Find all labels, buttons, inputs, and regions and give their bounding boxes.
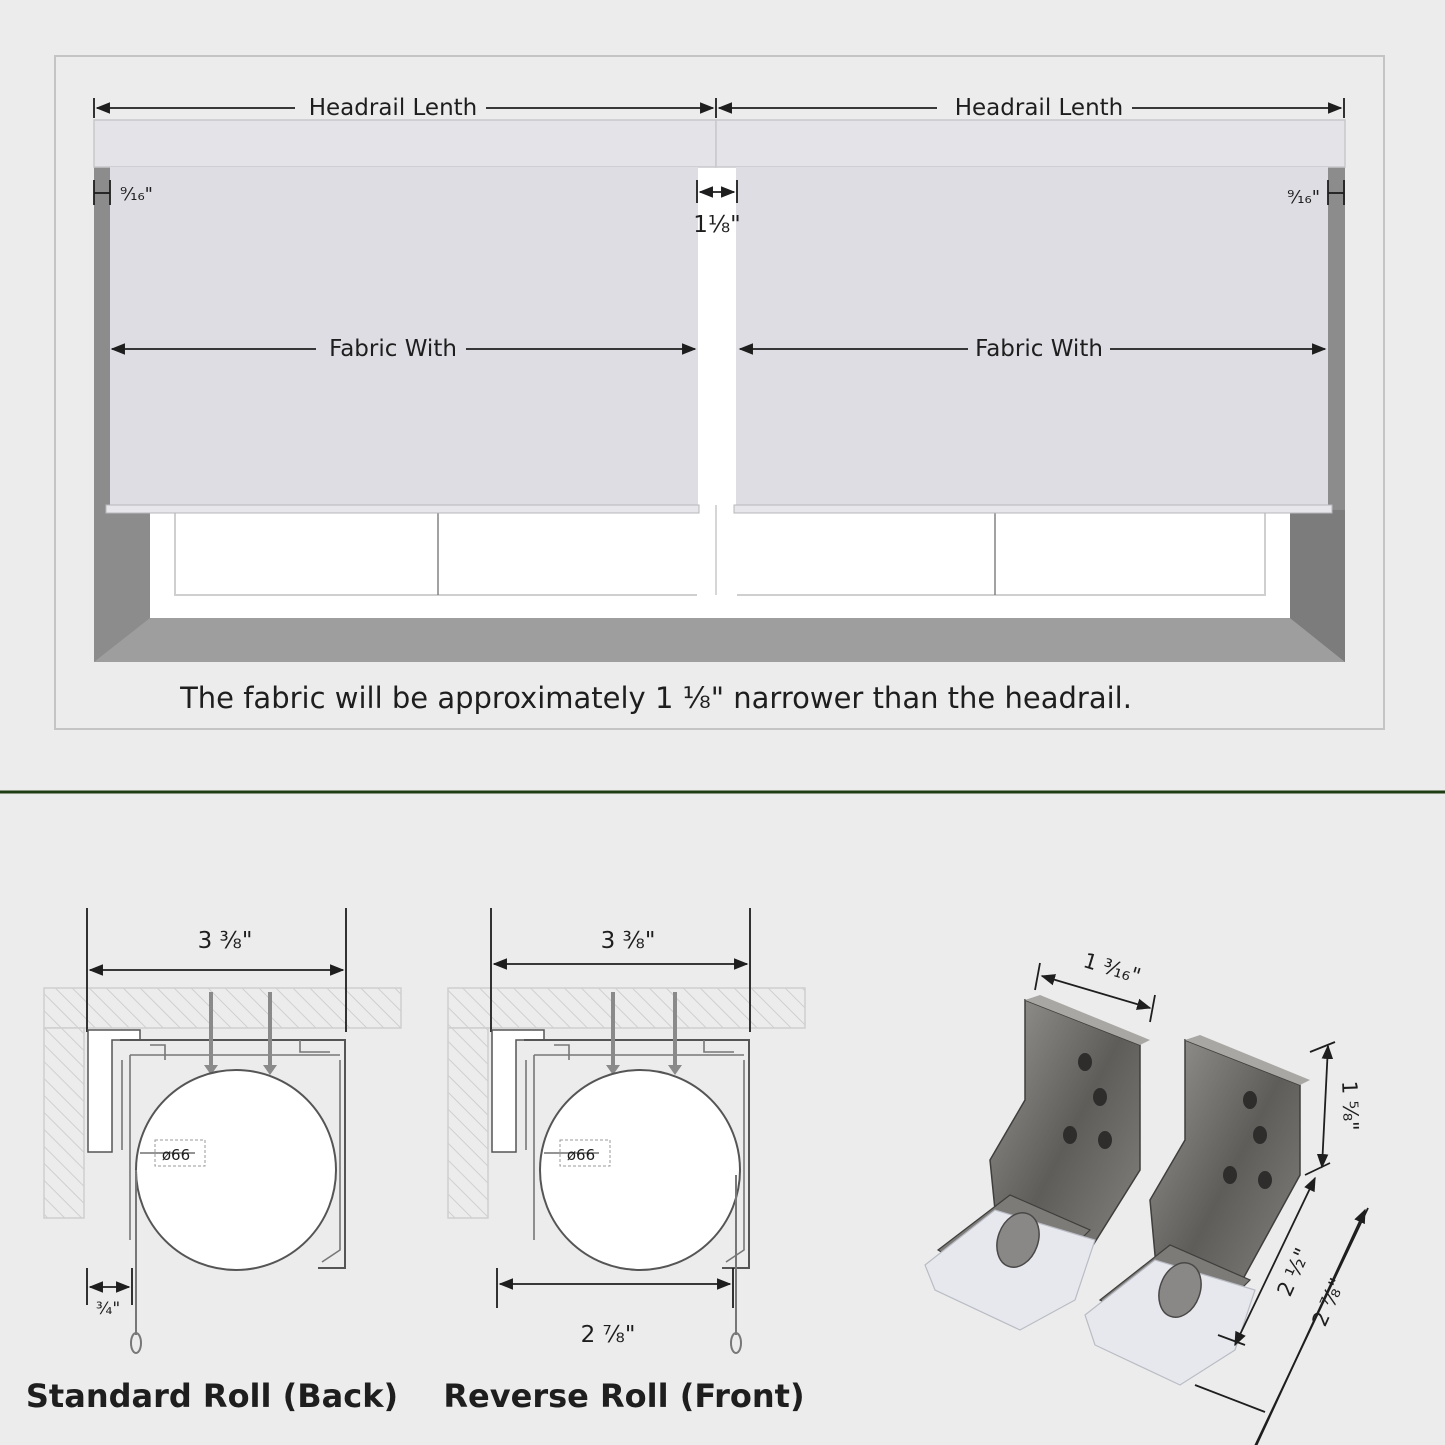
bracket-height-label: 1 ⅝" xyxy=(1337,1080,1363,1132)
standard-diameter-label: ø66 xyxy=(161,1146,191,1164)
reverse-bottom-width-label: 2 ⅞" xyxy=(580,1322,636,1348)
headrail-label-right: Headrail Lenth xyxy=(954,95,1124,121)
reverse-roller xyxy=(540,1070,740,1270)
headrail-right xyxy=(716,120,1345,167)
bottom-bar-left xyxy=(106,505,699,513)
bracket-width-label: 1 ³⁄₁₆" xyxy=(1080,948,1144,989)
standard-width-label: 3 ⅜" xyxy=(197,928,253,954)
reverse-diameter-label: ø66 xyxy=(566,1146,596,1164)
bottom-bar-right xyxy=(734,505,1332,513)
mounting-brackets xyxy=(925,948,1368,1445)
reverse-roll-diagram xyxy=(443,908,805,1415)
standard-roller xyxy=(136,1070,336,1270)
reverse-roll-title: Reverse Roll (Front) xyxy=(443,1377,805,1415)
headrail-label-left: Headrail Lenth xyxy=(308,95,478,121)
fabric-label-left: Fabric With xyxy=(329,336,457,362)
standard-roll-diagram xyxy=(26,908,401,1415)
top-note: The fabric will be approximately 1 ⅛" narrower than the headrail. xyxy=(180,681,1132,715)
recess-bottom xyxy=(94,618,1345,662)
side-gap-left-label: ⁹⁄₁₆" xyxy=(120,184,153,205)
fabric-label-right: Fabric With xyxy=(975,336,1103,362)
standard-roll-title: Standard Roll (Back) xyxy=(25,1377,399,1415)
reverse-width-label: 3 ⅜" xyxy=(600,928,656,954)
bracket-depth-outer-label: 2 ⅞" xyxy=(1307,1274,1350,1330)
bracket-depth-inner-label: 2 ½" xyxy=(1272,1244,1315,1300)
bracket-left xyxy=(925,995,1150,1330)
standard-offset-label: ¾" xyxy=(95,1299,121,1319)
side-gap-right-label: ⁹⁄₁₆" xyxy=(1287,187,1320,208)
top-diagram xyxy=(55,56,1384,729)
center-gap-label: 1⅛" xyxy=(693,212,741,238)
headrail-left xyxy=(94,120,716,167)
